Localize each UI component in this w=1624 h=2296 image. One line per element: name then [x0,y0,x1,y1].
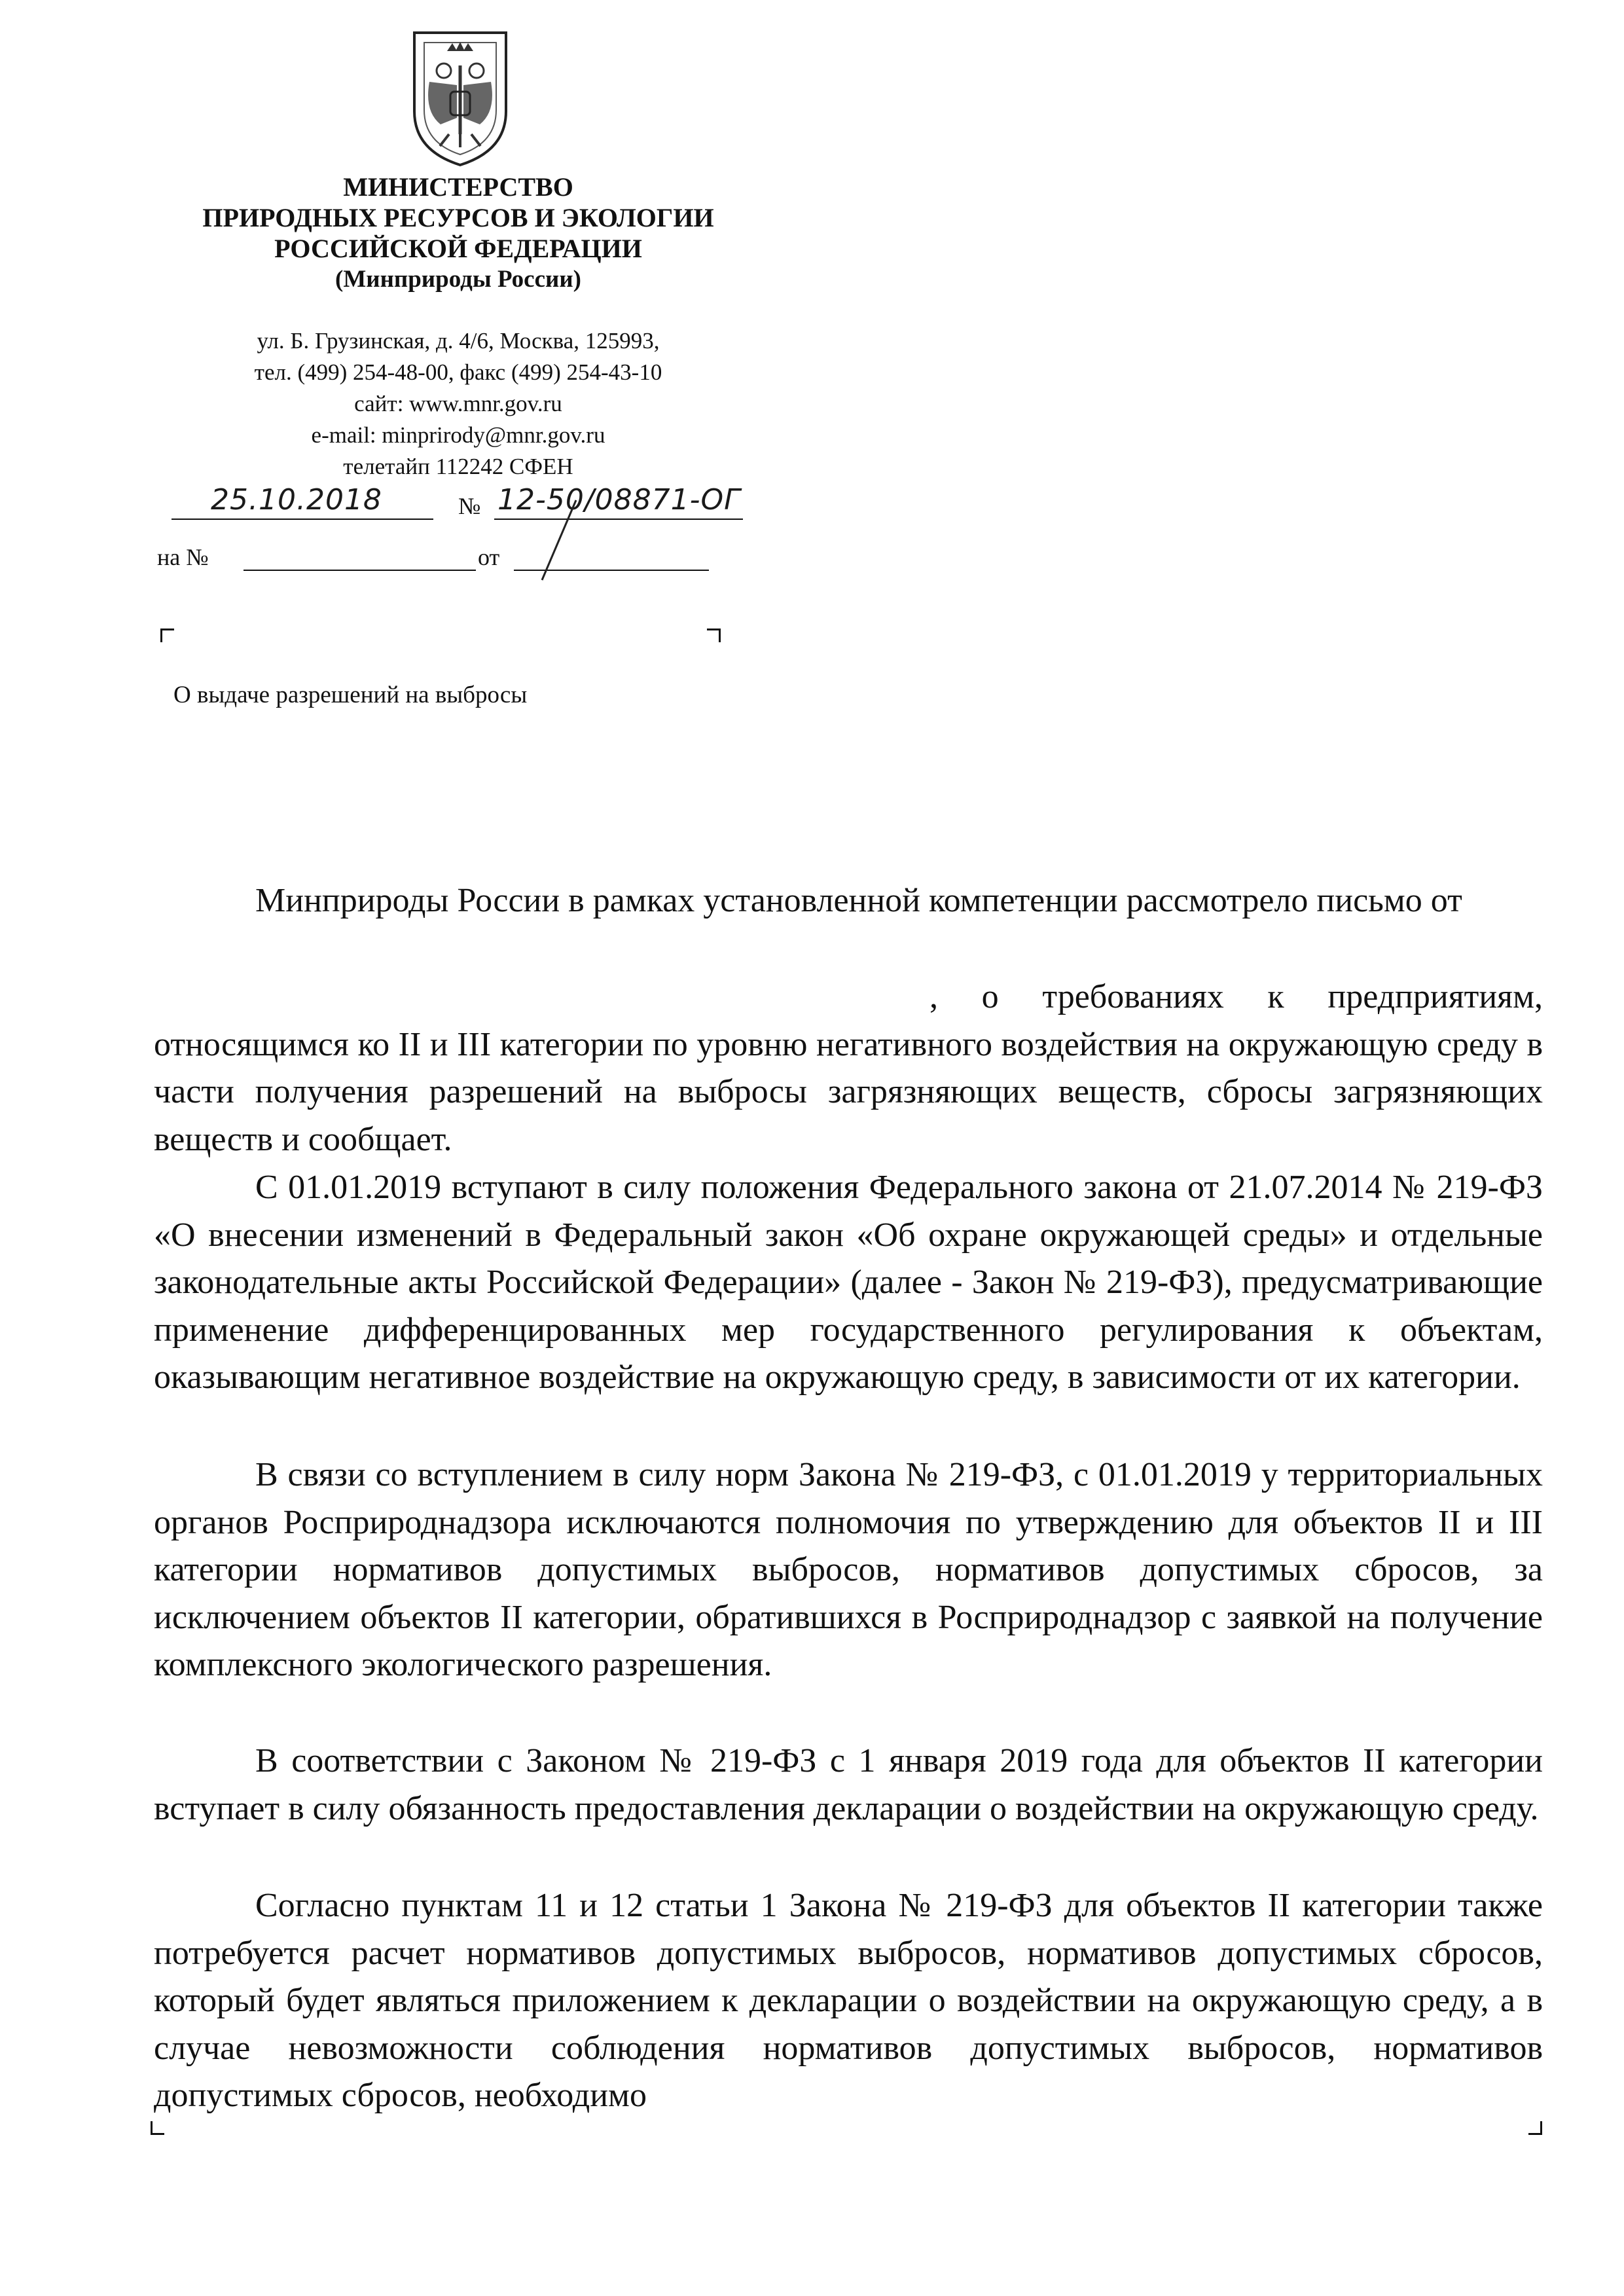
bracket-corner-top-right [707,629,721,642]
paragraph-4: В соответствии с Законом № 219-ФЗ с 1 января 2019 года для объектов II категории вступает в силу обязанность предоставления декларации о воздействии на окружающую среду. [154,1742,1543,1827]
bracket-corner-bottom-left [151,2121,164,2135]
address-line: телетайп 112242 СФЕН [343,454,573,479]
reference-underline [244,570,476,571]
number-underline [494,519,743,520]
registration-date: 25.10.2018 [211,483,382,517]
ministry-line: МИНИСТЕРСТВО [343,172,573,202]
address-line: e-mail: minprirody@mnr.gov.ru [311,422,605,448]
ministry-line: РОССИЙСКОЙ ФЕДЕРАЦИИ [274,234,642,263]
bracket-corner-top-left [160,629,174,642]
date-underline [171,519,433,520]
slash-mark [537,498,583,583]
ministry-address [118,325,799,483]
paragraph-3: В связи со вступлением в силу норм Закона № 219-ФЗ, с 01.01.2019 у территориальных органов Росприроднадзора исключаются полномочия по утверждению для объектов II и III категории нормативов допустимых выбросов, нормативов допустимых сбросов, за исключением объектов II категории, обратившихся в Росприроднадзор с заявкой на получение комплексного экологического разрешения. [154,1456,1543,1683]
ministry-line: ПРИРОДНЫХ РЕСУРСОВ И ЭКОЛОГИИ [202,203,714,232]
bracket-corner-bottom-right [1528,2121,1542,2135]
coat-of-arms-emblem [385,20,535,170]
number-label: № [458,493,481,519]
from-label: от [478,544,500,570]
ministry-name [118,172,799,295]
registration-number: 12-50/08871-ОГ [497,483,741,517]
ministry-short-name: (Минприроды России) [335,266,581,293]
letter-subject: О выдаче разрешений на выбросы [173,682,528,708]
reference-label: на № [157,544,209,570]
paragraph-1: Минприроды России в рамках установленной компетенции рассмотрело письмо от [255,882,1462,919]
address-line: тел. (499) 254-48-00, факс (499) 254-43-10 [254,359,662,385]
address-line: ул. Б. Грузинская, д. 4/6, Москва, 125993, [257,328,660,354]
russian-coat-of-arms-icon [385,20,535,170]
paragraph-1-continuation: , о требованиях к предприятиям, относящимся ко II и III категории по уровню негативного воздействия на окружающую среду в части получения разрешений на выбросы загрязняющих веществ, сбросы загрязняющих веществ и сообщает. [154,978,1543,1158]
paragraph-5: Согласно пунктам 11 и 12 статьи 1 Закона № 219-ФЗ для объектов II категории также потребуется расчет нормативов допустимых выбросов, нормативов допустимых сбросов, который будет являться приложением к декларации о воздействии на окружающую среду, а в случае невозможности соблюдения нормативов допустимых выбросов, нормативов допустимых сбросов, необходимо [154,1887,1543,2114]
address-line: сайт: www.mnr.gov.ru [354,391,562,416]
paragraph-2: С 01.01.2019 вступают в силу положения Федерального закона от 21.07.2014 № 219-ФЗ «О внесении изменений в Федеральный закон «Об охране окружающей среды» и отдельные законодательные акты Российской Федерации» (далее - Закон № 219-ФЗ), предусматривающие применение дифференцированных мер государственного регулирования к объектам, оказывающим негативное воздействие на окружающую среду, в зависимости от их категории. [154,1169,1543,1396]
